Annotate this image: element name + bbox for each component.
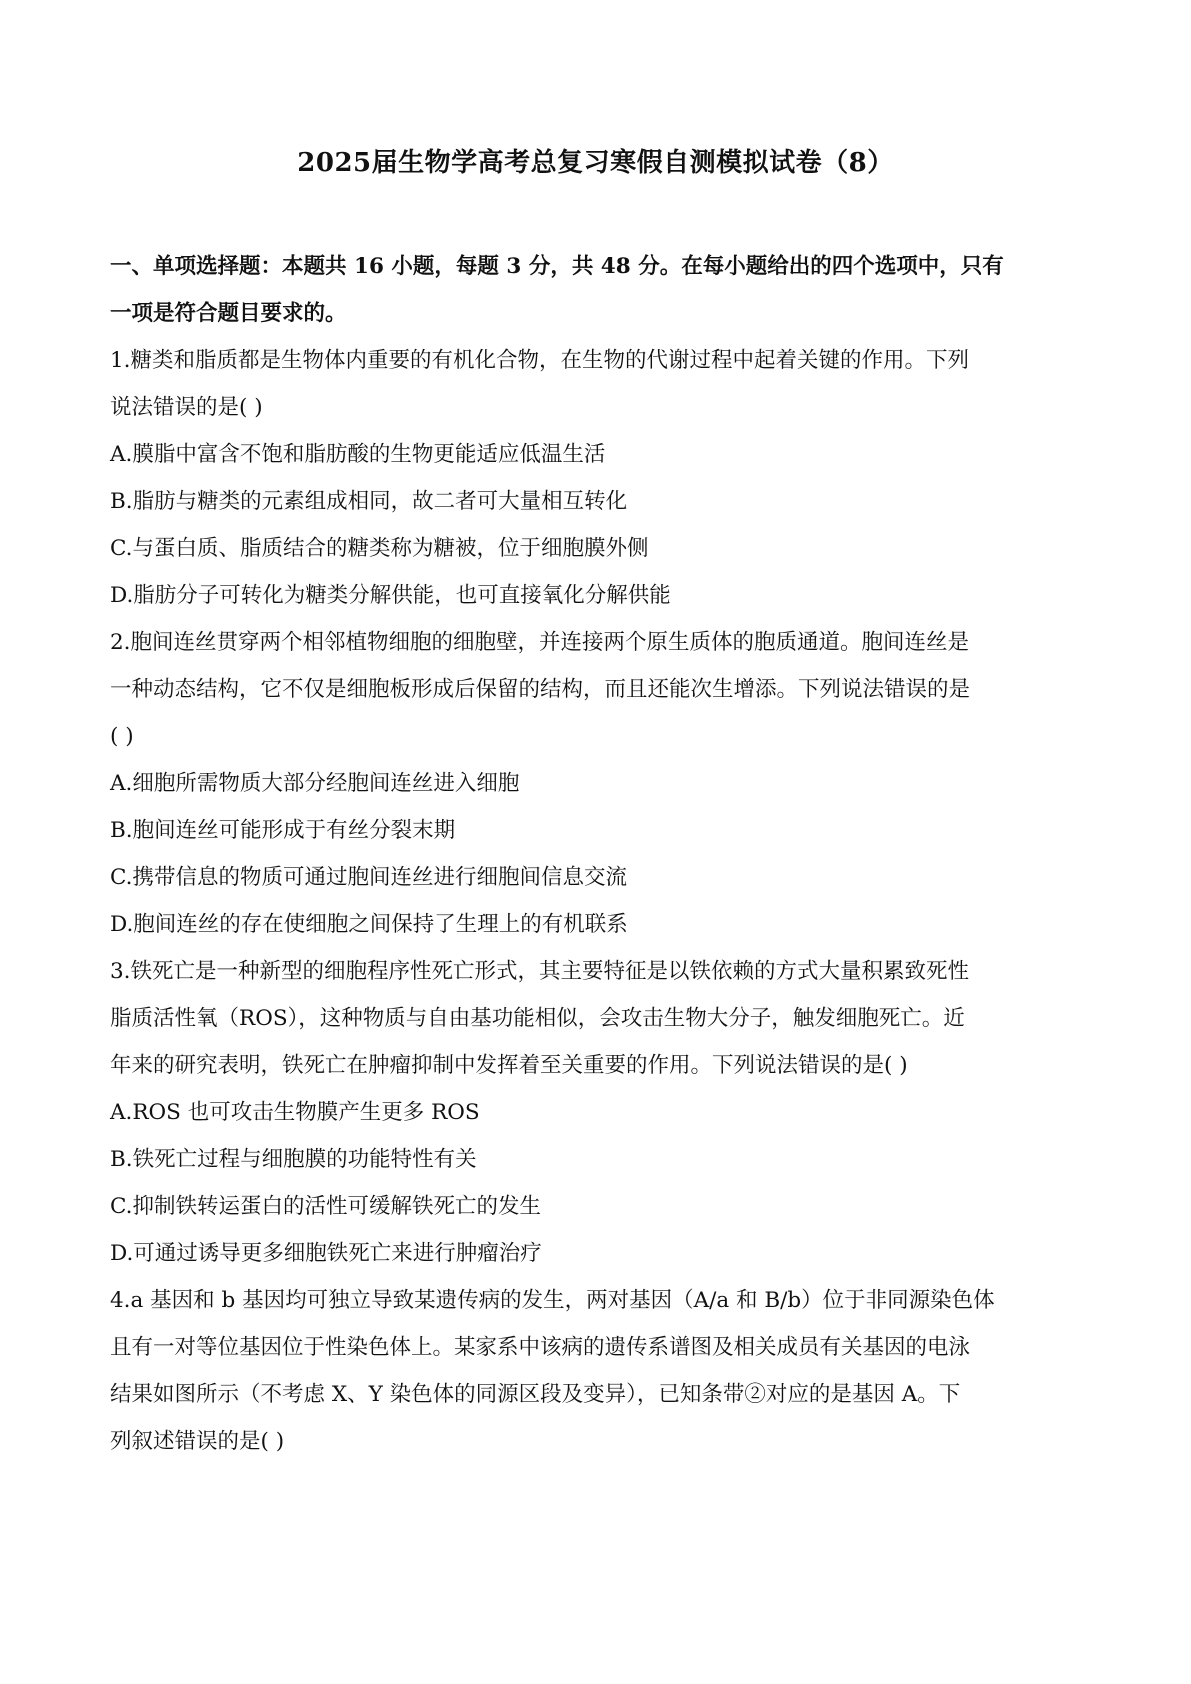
question-stem-line: 一种动态结构，它不仅是细胞板形成后保留的结构，而且还能次生增添。下列说法错误的是 [110,677,971,702]
question-stem-line: 2.胞间连丝贯穿两个相邻植物细胞的细胞壁，并连接两个原生质体的胞质通道。胞间连丝是 [110,630,970,655]
question-3 [110,948,1095,1277]
question-2 [110,619,1095,948]
option-a: A.细胞所需物质大部分经胞间连丝进入细胞 [110,771,520,796]
question-1 [110,337,1095,619]
option-c: C.与蛋白质、脂质结合的糖类称为糖被，位于细胞膜外侧 [110,536,649,561]
option-b: B.脂肪与糖类的元素组成相同，故二者可大量相互转化 [110,489,628,514]
option-b: B.铁死亡过程与细胞膜的功能特性有关 [110,1147,477,1172]
exam-content [110,243,1095,1465]
option-b: B.胞间连丝可能形成于有丝分裂末期 [110,818,456,843]
option-d: D.脂肪分子可转化为糖类分解供能，也可直接氧化分解供能 [110,583,671,608]
question-stem-line: 3.铁死亡是一种新型的细胞程序性死亡形式，其主要特征是以铁依赖的方式大量积累致死性 [110,959,970,984]
section-heading-line-2: 一项是符合题目要求的。 [110,301,347,326]
question-stem-line: 且有一对等位基因位于性染色体上。某家系中该病的遗传系谱图及相关成员有关基因的电泳 [110,1335,971,1360]
section-heading [110,243,1095,337]
question-4 [110,1277,1095,1465]
option-a: A.ROS 也可攻击生物膜产生更多 ROS [110,1100,480,1125]
question-stem-line: 1.糖类和脂质都是生物体内重要的有机化合物，在生物的代谢过程中起着关键的作用。下列 [110,348,970,373]
option-d: D.可通过诱导更多细胞铁死亡来进行肿瘤治疗 [110,1241,542,1266]
option-d: D.胞间连丝的存在使细胞之间保持了生理上的有机联系 [110,912,628,937]
question-stem-line: 年来的研究表明，铁死亡在肿瘤抑制中发挥着至关重要的作用。下列说法错误的是( ) [110,1053,908,1078]
option-c: C.抑制铁转运蛋白的活性可缓解铁死亡的发生 [110,1194,542,1219]
question-stem-line: 结果如图所示（不考虑 X、Y 染色体的同源区段及变异），已知条带②对应的是基因 A。下 [110,1382,961,1407]
question-stem-line: 脂质活性氧（ROS），这种物质与自由基功能相似，会攻击生物大分子，触发细胞死亡。近 [110,1006,965,1031]
question-stem-line: 说法错误的是( ) [110,395,263,420]
question-stem-line: 4.a 基因和 b 基因均可独立导致某遗传病的发生，两对基因（A/a 和 B/b）位于非同源染色体 [110,1288,995,1313]
option-c: C.携带信息的物质可通过胞间连丝进行细胞间信息交流 [110,865,628,890]
page-title: 2025届生物学高考总复习寒假自测模拟试卷（8） [297,148,894,178]
question-stem-line: ( ) [110,724,134,749]
question-stem-line: 列叙述错误的是( ) [110,1429,285,1454]
section-heading-line-1: 一、单项选择题：本题共 16 小题，每题 3 分，共 48 分。在每小题给出的四个选项中，只有 [110,254,1004,279]
option-a: A.膜脂中富含不饱和脂肪酸的生物更能适应低温生活 [110,442,606,467]
